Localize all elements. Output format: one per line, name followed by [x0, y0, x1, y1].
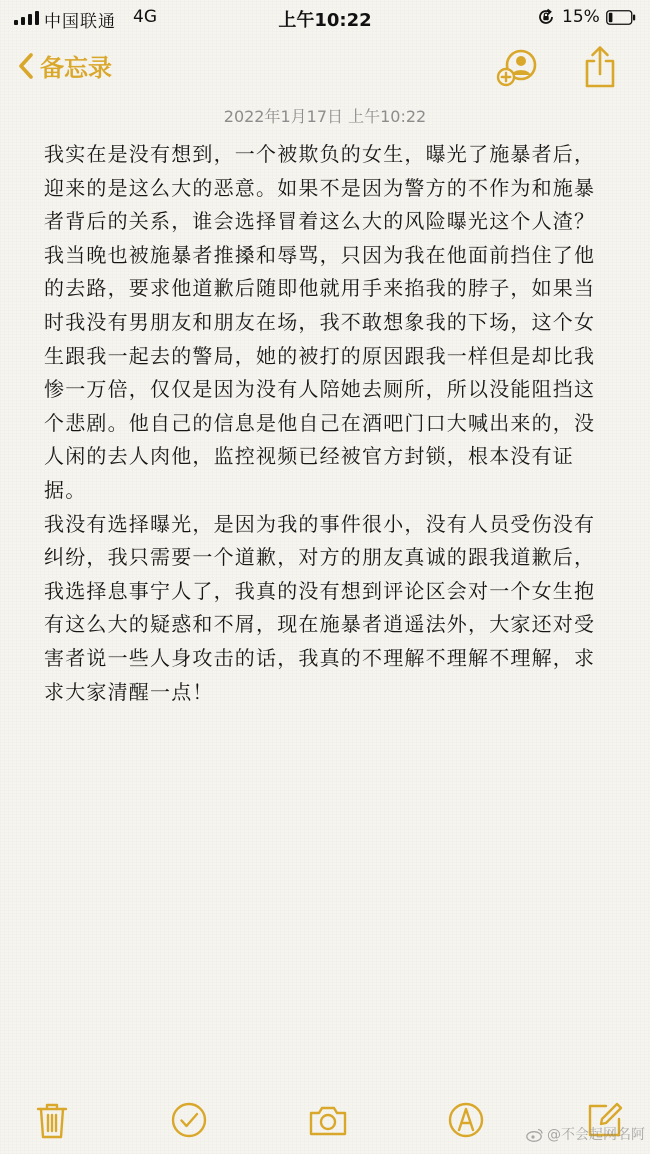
- note-body[interactable]: [44, 138, 614, 709]
- note-paragraph-2: 我没有选择曝光，是因为我的事件很小，没有人员受伤没有纠纷，我只需要一个道歉，对方的朋友真诚的跟我道歉后，我选择息事宁人了，我真的没有想到评论区会对一个女生抱有这么大的疑惑和不屑，现在施暴者逍遥法外，大家还对受害者说一些人身攻击的话，我真的不理解不理解不理解，求求大家清醒一点！: [44, 511, 596, 704]
- share-button[interactable]: [580, 44, 620, 90]
- network-type: 4G: [133, 7, 157, 27]
- delete-button[interactable]: [32, 1100, 72, 1140]
- camera-icon: [311, 1108, 345, 1134]
- bottom-toolbar: [0, 1090, 650, 1154]
- status-bar: [0, 0, 650, 36]
- add-person-icon: [498, 51, 535, 85]
- rotation-lock-icon: [537, 8, 555, 26]
- carrier-name: 中国联通: [44, 12, 116, 32]
- watermark: [526, 1124, 645, 1144]
- weibo-logo-icon: [526, 1127, 544, 1142]
- navigation-bar: [0, 36, 650, 96]
- markup-button[interactable]: [446, 1100, 486, 1140]
- back-button-label: 备忘录: [40, 54, 112, 82]
- battery-percent: 15%: [562, 7, 600, 27]
- add-person-button[interactable]: [494, 44, 540, 90]
- note-date: 2022年1月17日 上午10:22: [223, 107, 427, 126]
- checklist-button[interactable]: [169, 1100, 209, 1140]
- status-time: 上午10:22: [278, 10, 372, 31]
- camera-button[interactable]: [308, 1100, 348, 1140]
- back-button[interactable]: [18, 48, 112, 83]
- battery-icon: [606, 10, 636, 25]
- chevron-left-icon: [18, 52, 34, 80]
- markup-icon: [450, 1104, 482, 1136]
- checklist-icon: [173, 1104, 205, 1136]
- note-paragraph-1: 我实在是没有想到，一个被欺负的女生，曝光了施暴者后，迎来的是这么大的恶意。如果不是因为警方的不作为和施暴者背后的关系，谁会选择冒着这么大的风险曝光这个人渣？我当晚也被施暴者推搡和辱骂，只因为我在他面前挡住了他的去路，要求他道歉后随即他就用手来掐我的脖子，如果当时我没有男朋友和朋友在场，我不敢想象我的下场，这个女生跟我一起去的警局，她的被打的原因跟我一样但是却比我惨一万倍，仅仅是因为没有人陪她去厕所，所以没能阻挡这个悲剧。他自己的信息是他自己在酒吧门口大喊出来的，没人闲的去人肉他，监控视频已经被官方封锁，根本没有证据。: [44, 142, 596, 502]
- trash-icon: [38, 1105, 66, 1137]
- watermark-text: @不会起网名阿: [547, 1127, 645, 1143]
- share-icon: [587, 48, 613, 87]
